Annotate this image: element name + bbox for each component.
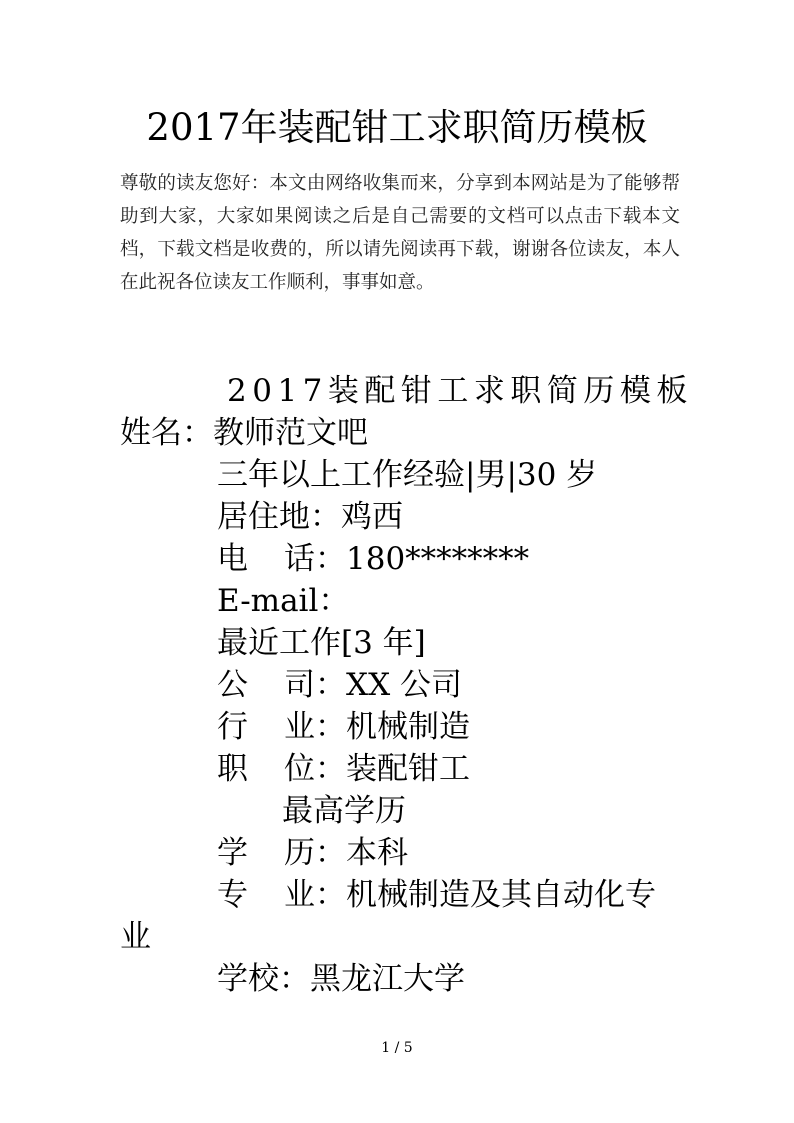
major-label-a: 专 [217,877,248,913]
position-line [217,749,470,789]
position-label-b: 位： [284,751,346,787]
document-title: 2017年装配钳工求职简历模板 [146,106,648,149]
highest-education-heading: 最高学历 [282,793,406,829]
major-line [217,875,656,915]
company-line [217,665,462,705]
page-number: 1 / 5 [381,1040,413,1056]
position-label-a: 职 [217,751,248,787]
phone-line [217,539,529,579]
position-value: 装配钳工 [346,751,470,787]
email-line: E-mail： [217,583,350,619]
download-notice: 尊敬的读友您好：本文由网络收集而来，分享到本网站是为了能够帮助到大家，大家如果阅读之后是自己需要的文档可以点击下载本文档，下载文档是收费的，所以请先阅读再下载，谢谢各位读友，本人在此祝各位读友工作顺利，事事如意。 [120,173,680,293]
industry-value: 机械制造 [346,709,470,745]
school-line: 学校：黑龙江大学 [217,961,465,997]
resume-title: 2017装配钳工求职简历模板 [227,373,693,409]
company-label-b: 司： [284,667,346,703]
company-value: XX 公司 [346,667,462,703]
phone-value: 180******** [346,541,530,577]
education-label-b: 历： [284,835,346,871]
major-label-b: 业： [284,877,346,913]
company-label-a: 公 [217,667,248,703]
major-value: 机械制造及其自动化专 [346,877,656,913]
recent-work-line: 最近工作[3 年] [217,625,426,661]
industry-label-a: 行 [217,709,248,745]
industry-line [217,707,470,747]
education-line [217,833,408,873]
major-wrap-line: 业 [120,919,151,955]
education-label-a: 学 [217,835,248,871]
phone-label-a: 电 [217,541,248,577]
phone-label-b: 话： [284,541,346,577]
education-value: 本科 [346,835,408,871]
name-line: 姓名：教师范文吧 [120,415,368,451]
experience-line: 三年以上工作经验|男|30 岁 [217,457,598,493]
residence-line: 居住地：鸡西 [217,499,403,535]
industry-label-b: 业： [284,709,346,745]
